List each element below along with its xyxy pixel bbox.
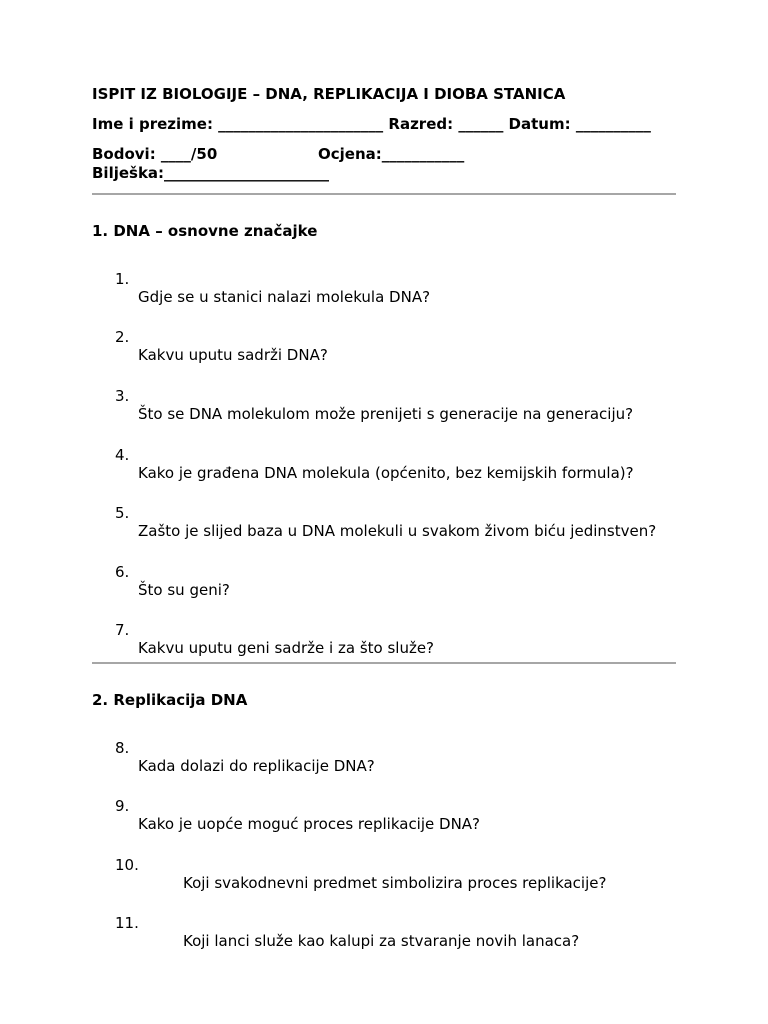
question-text: Koji svakodnevni predmet simbolizira proces replikacije? xyxy=(183,874,607,892)
question-number: 11. xyxy=(115,914,139,932)
question-text: Što se DNA molekulom može prenijeti s generacije na generaciju? xyxy=(138,405,634,423)
exam-title: ISPIT IZ BIOLOGIJE – DNA, REPLIKACIJA I DIOBA STANICA xyxy=(92,85,566,103)
question-item xyxy=(0,896,580,968)
student-info-line: Ime i prezime: ______________________ Razred: ______ Datum: __________ xyxy=(92,115,651,133)
question-text: Kakvu uputu sadrži DNA? xyxy=(138,346,328,364)
section-heading-dna: 1. DNA – osnovne značajke xyxy=(92,222,318,240)
divider xyxy=(92,662,676,664)
question-number: 3. xyxy=(115,387,130,405)
points-field: Bodovi: ____/50 xyxy=(92,145,218,163)
note-field: Bilješka:______________________ xyxy=(92,164,330,182)
question-text: Koji lanci služe kao kalupi za stvaranje novih lanaca? xyxy=(183,932,580,950)
question-number: 4. xyxy=(115,446,130,464)
question-number: 10. xyxy=(115,856,139,874)
question-text: Zašto je slijed baza u DNA molekuli u svakom živom biću jedinstven? xyxy=(138,522,657,540)
question-text: Kako je uopće moguć proces replikacije DNA? xyxy=(138,815,481,833)
divider xyxy=(92,193,676,195)
question-number: 5. xyxy=(115,504,130,522)
question-number: 6. xyxy=(115,563,130,581)
question-text: Gdje se u stanici nalazi molekula DNA? xyxy=(138,288,431,306)
question-item xyxy=(0,603,435,675)
question-number: 1. xyxy=(115,270,130,288)
question-number: 9. xyxy=(115,797,130,815)
question-number: 7. xyxy=(115,621,130,639)
question-text: Što su geni? xyxy=(138,581,230,599)
question-text: Kada dolazi do replikacije DNA? xyxy=(138,757,375,775)
section-heading-replication: 2. Replikacija DNA xyxy=(92,691,248,709)
question-number: 8. xyxy=(115,739,130,757)
grade-field: Ocjena:___________ xyxy=(318,145,465,163)
question-text: Kako je građena DNA molekula (općenito, bez kemijskih formula)? xyxy=(138,464,634,482)
question-number: 2. xyxy=(115,328,130,346)
question-text: Kakvu uputu geni sadrže i za što služe? xyxy=(138,639,435,657)
